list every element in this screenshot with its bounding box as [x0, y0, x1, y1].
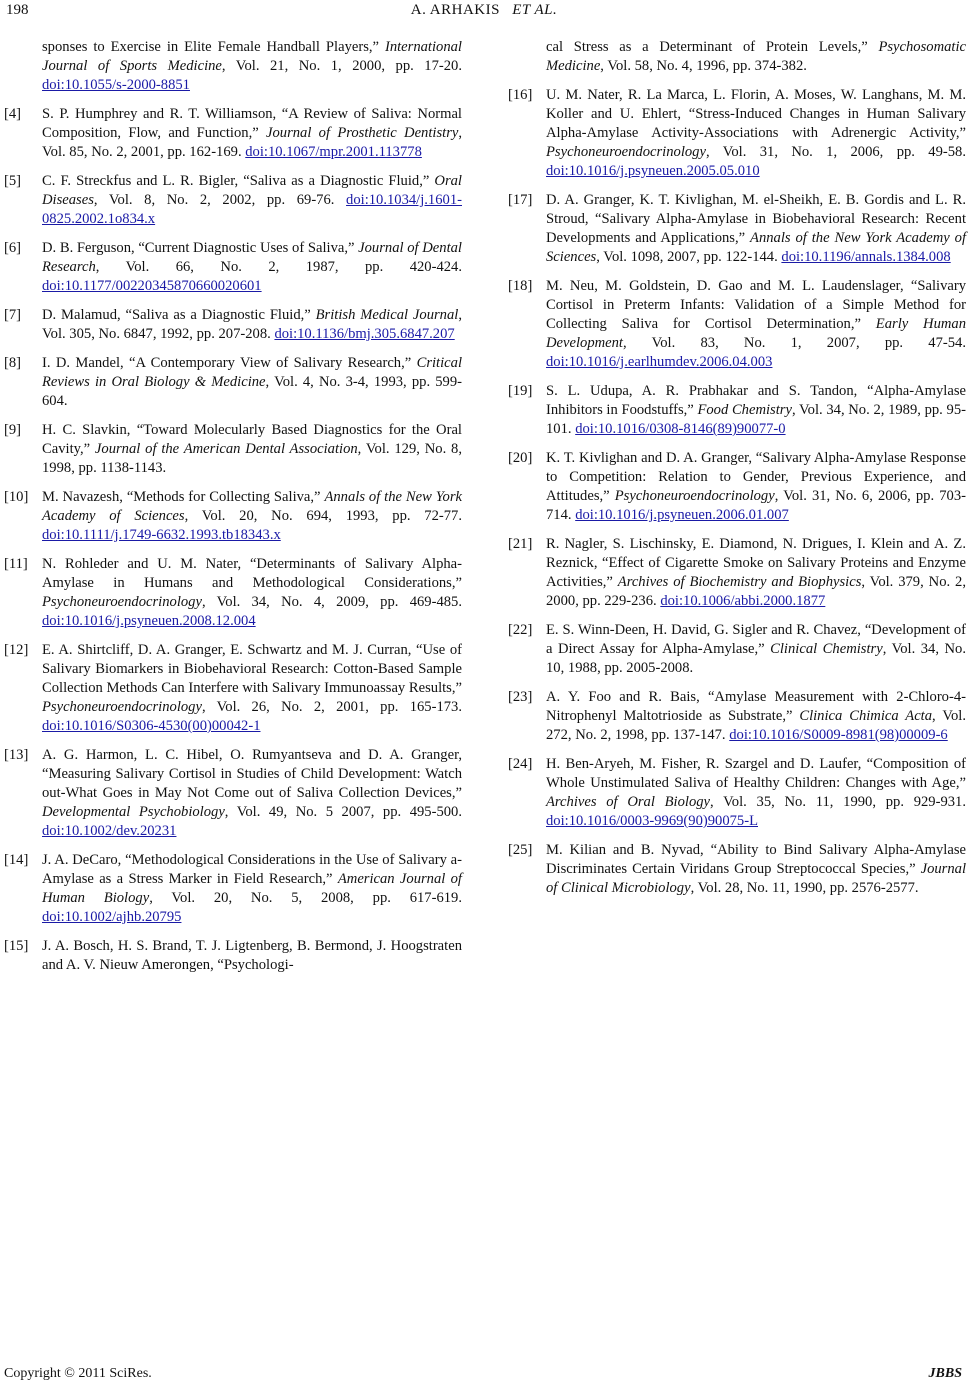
- journal-title: Journal of the American Dental Association: [94, 441, 358, 457]
- reference-text: J. A. DeCaro, “Methodological Considerations in the Use of Salivary a-Amylase as a Stress Marker in Field Research,”: [42, 852, 462, 887]
- reference-entry: [4, 172, 462, 229]
- journal-title: Annals of the New York Academy of Sciences: [546, 230, 966, 265]
- reference-entry: [508, 688, 966, 745]
- reference-text: S. P. Humphrey and R. T. Williamson, “A Review of Saliva: Normal Composition, Flow, and Function,”: [42, 106, 462, 141]
- footer-copyright: Copyright © 2011 SciRes.: [4, 1366, 152, 1381]
- journal-title: Clinica Chimica Acta: [799, 708, 933, 724]
- reference-text: , Vol. 1098, 2007, pp. 122-144.: [596, 249, 782, 265]
- reference-text: S. L. Udupa, A. R. Prabhakar and S. Tandon, “Alpha-Amylase Inhibitors in Foodstuffs,”: [546, 383, 966, 418]
- footer-journal: JBBS: [928, 1366, 962, 1381]
- reference-number: [16]: [508, 87, 533, 103]
- reference-text: , Vol. 85, No. 2, 2001, pp. 162-169.: [42, 125, 463, 160]
- reference-text: , Vol. 66, No. 2, 1987, pp. 420-424.: [95, 259, 462, 275]
- reference-number: [14]: [4, 852, 29, 868]
- doi-link[interactable]: doi:10.1002/dev.20231: [42, 823, 177, 839]
- running-head-authors: A. ARHAKIS: [410, 2, 500, 18]
- page-number: 198: [6, 2, 29, 18]
- doi-link[interactable]: doi:10.1055/s-2000-8851: [42, 77, 190, 93]
- journal-title: Psychoneuroendocrinology: [42, 594, 202, 610]
- journal-title: British Medical Journal: [315, 307, 459, 323]
- reference-text: R. Nagler, S. Lischinsky, E. Diamond, N. Drigues, I. Klein and A. Z. Reznick, “Effect of Cigarette Smoke on Salivary Proteins and Enzyme Activities,”: [546, 536, 966, 590]
- reference-number: [5]: [4, 173, 22, 189]
- reference-number: [15]: [4, 938, 29, 954]
- reference-text: A. Y. Foo and R. Bais, “Amylase Measurement with 2-Chloro-4-Nitrophenyl Maltotrioside as Substrate,”: [546, 689, 966, 724]
- reference-text: M. Navazesh, “Methods for Collecting Saliva,”: [42, 489, 325, 505]
- reference-number: [8]: [4, 355, 22, 371]
- reference-text: K. T. Kivlighan and D. A. Granger, “Salivary Alpha-Amylase Response to Competition: Relation to Gender, Previous Experience, and Attitudes,”: [546, 450, 966, 504]
- reference-text: D. A. Granger, K. T. Kivlighan, M. el-Sheikh, E. B. Gordis and L. R. Stroud, “Salivary Alpha-Amylase in Biobehavioral Research: Recent Developments and Applications,”: [546, 192, 966, 246]
- journal-title: International Journal of Sports Medicine: [42, 39, 462, 74]
- reference-text: D. B. Ferguson, “Current Diagnostic Uses of Saliva,”: [42, 240, 359, 256]
- reference-text: , Vol. 31, No. 6, 2006, pp. 703-714.: [546, 488, 966, 523]
- reference-number: [18]: [508, 278, 533, 294]
- journal-title: Food Chemistry: [697, 402, 792, 418]
- journal-title: Journal of Prosthetic Dentistry: [266, 125, 459, 141]
- reference-entry: [4, 105, 462, 162]
- journal-title: Journal of Dental Research: [42, 240, 462, 275]
- reference-entry: [4, 306, 462, 344]
- reference-text: , Vol. 35, No. 11, 1990, pp. 929-931.: [710, 794, 966, 810]
- doi-link[interactable]: doi:10.1111/j.1749-6632.1993.tb18343.x: [42, 527, 281, 543]
- reference-text: H. C. Slavkin, “Toward Molecularly Based Diagnostics for the Oral Cavity,”: [42, 422, 462, 457]
- reference-text: , Vol. 8, No. 2, 2002, pp. 69-76.: [93, 192, 347, 208]
- reference-text: , Vol. 58, No. 4, 1996, pp. 374-382.: [600, 58, 807, 74]
- reference-text: , Vol. 26, No. 2, 2001, pp. 165-173.: [201, 699, 462, 715]
- reference-text: , Vol. 20, No. 694, 1993, pp. 72-77.: [184, 508, 462, 524]
- reference-text: , Vol. 34, No. 4, 2009, pp. 469-485.: [201, 594, 462, 610]
- reference-entry: [508, 755, 966, 831]
- reference-text: , Vol. 21, No. 1, 2000, pp. 17-20.: [221, 58, 463, 74]
- doi-link[interactable]: doi:10.1034/j.1601-0825.2002.1o834.x: [42, 192, 462, 227]
- reference-number: [19]: [508, 383, 533, 399]
- doi-link[interactable]: doi:10.1067/mpr.2001.113778: [245, 144, 422, 160]
- reference-text: H. Ben-Aryeh, M. Fisher, R. Szargel and D. Laufer, “Composition of Whole Unstimulated Saliva of Healthy Children: Changes with Age,”: [546, 756, 966, 791]
- reference-text: , Vol. 4, No. 3-4, 1993, pp. 599-604.: [42, 374, 462, 409]
- reference-number: [13]: [4, 747, 29, 763]
- doi-link[interactable]: doi:10.1016/0308-8146(89)90077-0: [575, 421, 786, 437]
- reference-text: N. Rohleder and U. M. Nater, “Determinants of Salivary Alpha-Amylase in Humans and Methodological Considerations,”: [42, 556, 462, 591]
- journal-title: Psychoneuroendocrinology: [42, 699, 202, 715]
- reference-number: [10]: [4, 489, 29, 505]
- reference-number: [21]: [508, 536, 533, 552]
- doi-link[interactable]: doi:10.1006/abbi.2000.1877: [660, 593, 826, 609]
- journal-title: Psychosomatic Medicine: [546, 39, 966, 74]
- reference-number: [20]: [508, 450, 533, 466]
- reference-entry: [508, 449, 966, 525]
- reference-text: J. A. Bosch, H. S. Brand, T. J. Ligtenberg, B. Bermond, J. Hoogstraten and A. V. Nieuw Amerongen, “Psychologi-: [42, 938, 462, 973]
- running-head: [0, 2, 968, 19]
- doi-link[interactable]: doi:10.1016/S0306-4530(00)00042-1: [42, 718, 261, 734]
- reference-text: , Vol. 28, No. 11, 1990, pp. 2576-2577.: [690, 880, 919, 896]
- reference-text: , Vol. 20, No. 5, 2008, pp. 617-619.: [149, 890, 462, 906]
- journal-title: Clinical Chemistry: [770, 641, 883, 657]
- reference-entry: [4, 555, 462, 631]
- journal-title: Archives of Oral Biology: [546, 794, 711, 810]
- reference-text: cal Stress as a Determinant of Protein Levels,”: [546, 39, 879, 55]
- reference-entry: [508, 841, 966, 898]
- journal-title: American Journal of Human Biology: [42, 871, 462, 906]
- reference-entry: [4, 746, 462, 841]
- reference-number: [24]: [508, 756, 533, 772]
- reference-number: [7]: [4, 307, 22, 323]
- reference-text: , Vol. 31, No. 1, 2006, pp. 49-58.: [705, 144, 966, 160]
- journal-title: Psychoneuroendocrinology: [614, 488, 775, 504]
- reference-number: [25]: [508, 842, 533, 858]
- reference-entry: [4, 488, 462, 545]
- reference-entry: [4, 421, 462, 478]
- reference-text: D. Malamud, “Saliva as a Diagnostic Fluid,”: [42, 307, 316, 323]
- doi-link[interactable]: doi:10.1016/0003-9969(90)90075-L: [546, 813, 758, 829]
- reference-text: M. Neu, M. Goldstein, D. Gao and M. L. Laudenslager, “Salivary Cortisol in Preterm Infants: Validation of a Simple Method for Collecting Saliva for Cortisol Determination,”: [546, 278, 966, 332]
- reference-number: [9]: [4, 422, 22, 438]
- reference-number: [22]: [508, 622, 533, 638]
- reference-entry: [4, 38, 462, 95]
- reference-text: U. M. Nater, R. La Marca, L. Florin, A. Moses, W. Langhans, M. M. Koller and U. Ehlert, “Stress-Induced Changes in Human Salivary Alpha-Amylase Activity-Associations with Adrenergic Activity,”: [546, 87, 966, 141]
- reference-text: , Vol. 272, No. 2, 1998, pp. 137-147.: [546, 708, 966, 743]
- journal-title: Archives of Biochemistry and Biophysics: [617, 574, 862, 590]
- doi-link[interactable]: doi:10.1136/bmj.305.6847.207: [274, 326, 455, 342]
- running-head-etal: ET AL.: [512, 2, 558, 18]
- reference-column-right: [508, 38, 966, 908]
- reference-number: [4]: [4, 106, 22, 122]
- reference-text: , Vol. 34, No. 10, 1988, pp. 2005-2008.: [546, 641, 967, 676]
- doi-link[interactable]: doi:10.1177/00220345870660020601: [42, 278, 262, 294]
- reference-text: , Vol. 379, No. 2, 2000, pp. 229-236.: [546, 574, 966, 609]
- reference-entry: [508, 38, 966, 76]
- reference-entry: [4, 641, 462, 736]
- journal-title: Critical Reviews in Oral Biology & Medicine: [42, 355, 462, 390]
- journal-title: Developmental Psychobiology: [42, 804, 225, 820]
- doi-link[interactable]: doi:10.1016/j.psyneuen.2005.05.010: [546, 163, 760, 179]
- doi-link[interactable]: doi:10.1002/ajhb.20795: [42, 909, 182, 925]
- reference-text: I. D. Mandel, “A Contemporary View of Salivary Research,”: [42, 355, 417, 371]
- doi-link[interactable]: doi:10.1016/j.psyneuen.2006.01.007: [575, 507, 789, 523]
- reference-entry: [508, 382, 966, 439]
- reference-text: , Vol. 83, No. 1, 2007, pp. 47-54.: [623, 335, 966, 351]
- reference-entry: [508, 621, 966, 678]
- reference-text: A. G. Harmon, L. C. Hibel, O. Rumyantseva and D. A. Granger, “Measuring Salivary Cortisol in Studies of Child Development: Watch out-What Goes in May Not Come out of Saliva Collection Devices,”: [42, 747, 462, 801]
- doi-link[interactable]: doi:10.1016/j.earlhumdev.2006.04.003: [546, 354, 773, 370]
- reference-text: E. A. Shirtcliff, D. A. Granger, E. Schwartz and M. J. Curran, “Use of Salivary Biomarkers in Biobehavioral Research: Cotton-Based Sample Collection Methods Can Interfere with Salivary Immunoassay Results,”: [42, 642, 462, 696]
- doi-link[interactable]: doi:10.1016/j.psyneuen.2008.12.004: [42, 613, 256, 629]
- journal-title: Oral Diseases: [42, 173, 462, 208]
- reference-number: [6]: [4, 240, 22, 256]
- journal-title: Psychoneuroendocrinology: [546, 144, 706, 160]
- reference-entry: [508, 535, 966, 611]
- journal-title: Early Human Development: [546, 316, 966, 351]
- reference-entry: [508, 191, 966, 267]
- reference-text: M. Kilian and B. Nyvad, “Ability to Bind Salivary Alpha-Amylase Discriminates Certain Viridans Group Streptococcal Species,”: [546, 842, 966, 877]
- reference-number: [23]: [508, 689, 533, 705]
- doi-link[interactable]: doi:10.1196/annals.1384.008: [781, 249, 951, 265]
- reference-entry: [4, 851, 462, 927]
- reference-entry: [4, 354, 462, 411]
- doi-link[interactable]: doi:10.1016/S0009-8981(98)00009-6: [729, 727, 948, 743]
- reference-column-left: [4, 38, 462, 985]
- reference-text: sponses to Exercise in Elite Female Handball Players,”: [42, 39, 385, 55]
- reference-text: , Vol. 49, No. 5 2007, pp. 495-500.: [224, 804, 462, 820]
- reference-entry: [4, 239, 462, 296]
- reference-entry: [508, 86, 966, 181]
- reference-text: C. F. Streckfus and L. R. Bigler, “Saliva as a Diagnostic Fluid,”: [42, 173, 435, 189]
- journal-title: Annals of the New York Academy of Sciences: [42, 489, 462, 524]
- reference-text: E. S. Winn-Deen, H. David, G. Sigler and R. Chavez, “Development of a Direct Assay for Alpha-Amylase,”: [546, 622, 966, 657]
- reference-text: , Vol. 129, No. 8, 1998, pp. 1138-1143.: [42, 441, 462, 476]
- reference-text: , Vol. 305, No. 6847, 1992, pp. 207-208.: [42, 307, 462, 342]
- journal-title: Journal of Clinical Microbiology: [546, 861, 966, 896]
- reference-number: [17]: [508, 192, 533, 208]
- reference-entry: [508, 277, 966, 372]
- reference-entry: [4, 937, 462, 975]
- reference-number: [12]: [4, 642, 29, 658]
- reference-text: , Vol. 34, No. 2, 1989, pp. 95-101.: [546, 402, 966, 437]
- reference-number: [11]: [4, 556, 28, 572]
